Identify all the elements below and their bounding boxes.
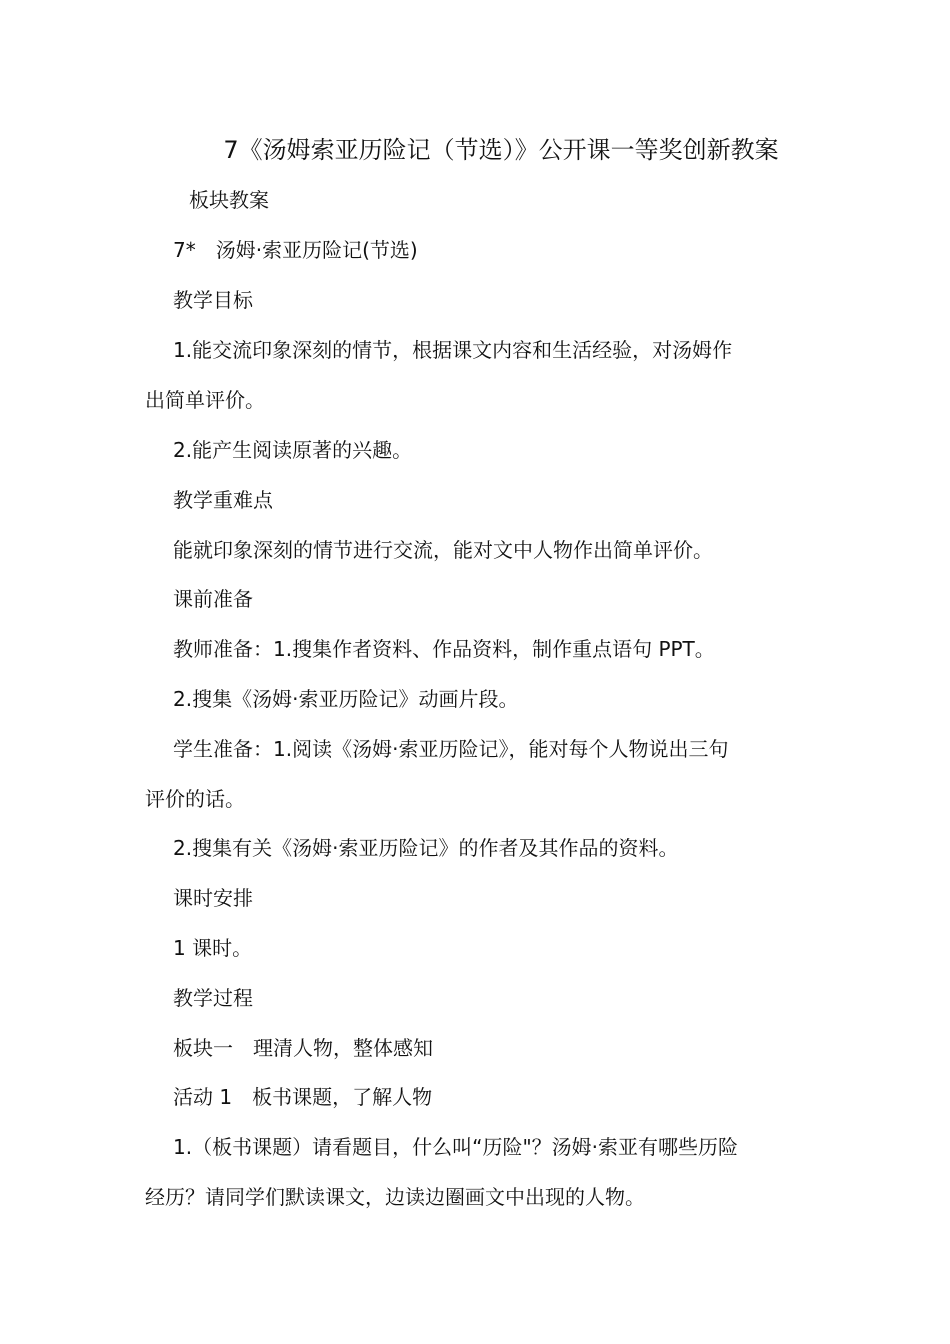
- title-area: [0, 0, 950, 200]
- paragraph-line: 2.搜集《汤姆·索亚历险记》动画片段。: [173, 687, 519, 711]
- paragraph-line: 教师准备：1.搜集作者资料、作品资料，制作重点语句 PPT。: [173, 637, 715, 661]
- paragraph-line: 2.能产生阅读原著的兴趣。: [173, 438, 413, 462]
- paragraph-line: 经历？请同学们默读课文，边读边圈画文中出现的人物。: [145, 1185, 645, 1209]
- heading-objectives: 教学目标: [173, 288, 253, 312]
- paragraph-line: 板块一 理清人物，整体感知: [173, 1036, 433, 1060]
- section-label: 板块教案: [189, 188, 269, 212]
- paragraph-line: 能就印象深刻的情节进行交流，能对文中人物作出简单评价。: [173, 538, 713, 562]
- heading-process: 教学过程: [173, 986, 253, 1010]
- paragraph-line: 1.能交流印象深刻的情节，根据课文内容和生活经验，对汤姆作: [173, 338, 733, 362]
- paragraph-line: 1.（板书课题）请看题目，什么叫“历险"？汤姆·索亚有哪些历险: [173, 1135, 738, 1159]
- paragraph-line: 评价的话。: [145, 787, 245, 811]
- paragraph-line: 1 课时。: [173, 936, 253, 960]
- paragraph-line: 活动 1 板书课题，了解人物: [173, 1085, 433, 1109]
- heading-preparation: 课前准备: [173, 587, 253, 611]
- paragraph-line: 出简单评价。: [145, 388, 265, 412]
- lesson-heading: 7* 汤姆·索亚历险记(节选): [173, 238, 418, 262]
- heading-schedule: 课时安排: [173, 886, 253, 910]
- heading-key-points: 教学重难点: [173, 488, 273, 512]
- paragraph-line: 2.搜集有关《汤姆·索亚历险记》的作者及其作品的资料。: [173, 836, 679, 860]
- paragraph-line: 学生准备：1.阅读《汤姆·索亚历险记》，能对每个人物说出三句: [173, 737, 729, 761]
- document-title: 7《汤姆索亚历险记（节选）》公开课一等奖创新教案: [223, 136, 779, 164]
